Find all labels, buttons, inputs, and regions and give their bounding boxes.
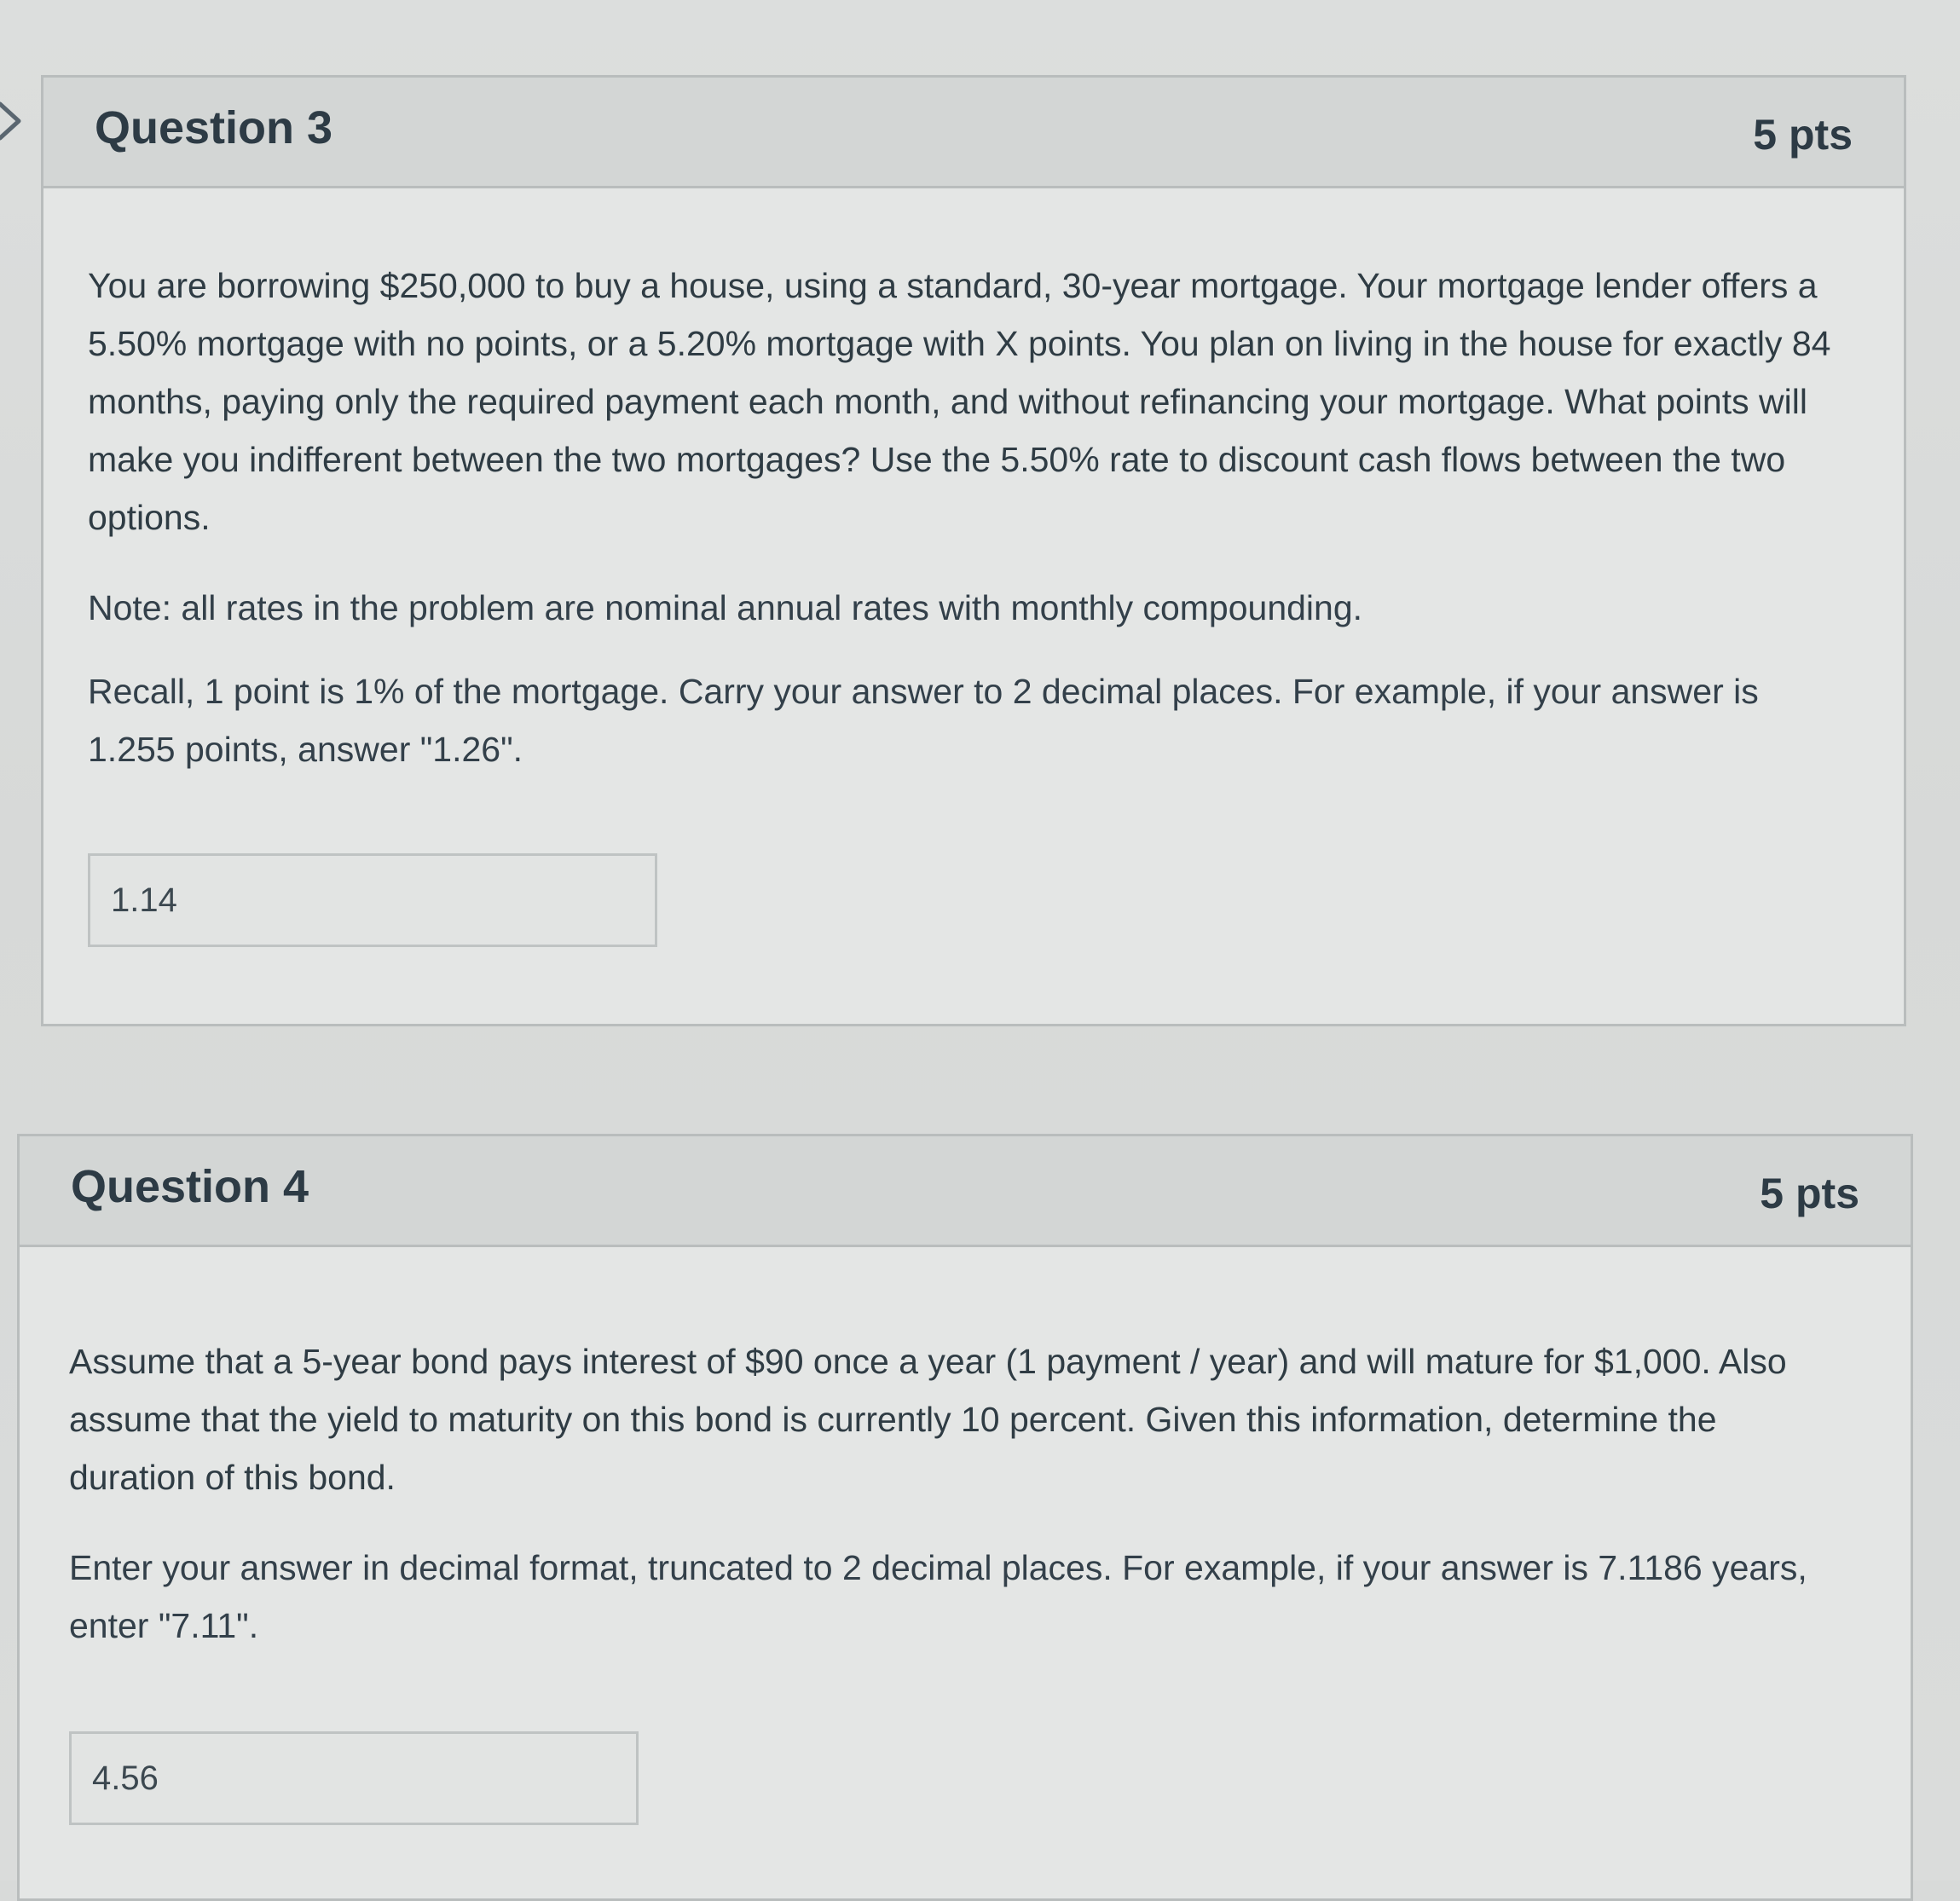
answer-input[interactable]	[69, 1731, 639, 1825]
question-note: Note: all rates in the problem are nominal annual rates with monthly compounding.	[88, 588, 1363, 627]
question-instructions: Enter your answer in decimal format, truncated to 2 decimal places. For example, if your answer is 7.1186 years, enter "7.11".	[69, 1548, 1807, 1645]
question-3-panel	[41, 75, 1906, 1026]
question-header	[43, 78, 1904, 188]
question-instructions: Recall, 1 point is 1% of the mortgage. Carry your answer to 2 decimal places. For example, if your answer is 1.255 points, answer "1.26".	[88, 672, 1759, 769]
chevron-right-icon[interactable]	[0, 101, 26, 142]
question-header	[20, 1136, 1911, 1247]
question-body	[20, 1247, 1911, 1825]
question-points: 5 pts	[1760, 1170, 1859, 1217]
question-text: You are borrowing $250,000 to buy a house, using a standard, 30-year mortgage. Your mortgage lender offers a 5.50% mortgage with no points, or a 5.20% mortgage with X points. You plan on living in the house for exactly 84 months, paying only the required payment each month, and without refinancing your mortgage. What points will make you indifferent between the two mortgages? Use the 5.50% rate to discount cash flows between the two options.	[88, 266, 1831, 537]
question-title: Question 4	[71, 1161, 309, 1212]
question-body	[43, 188, 1904, 947]
question-points: 5 pts	[1753, 111, 1853, 159]
answer-input[interactable]	[88, 853, 657, 947]
question-4-panel	[17, 1134, 1913, 1901]
question-title: Question 3	[95, 102, 333, 153]
question-text: Assume that a 5-year bond pays interest of $90 once a year (1 payment / year) and will mature for $1,000. Also assume that the yield to maturity on this bond is currently 10 percent. Given this information, determine the duration of this bond.	[69, 1342, 1787, 1497]
